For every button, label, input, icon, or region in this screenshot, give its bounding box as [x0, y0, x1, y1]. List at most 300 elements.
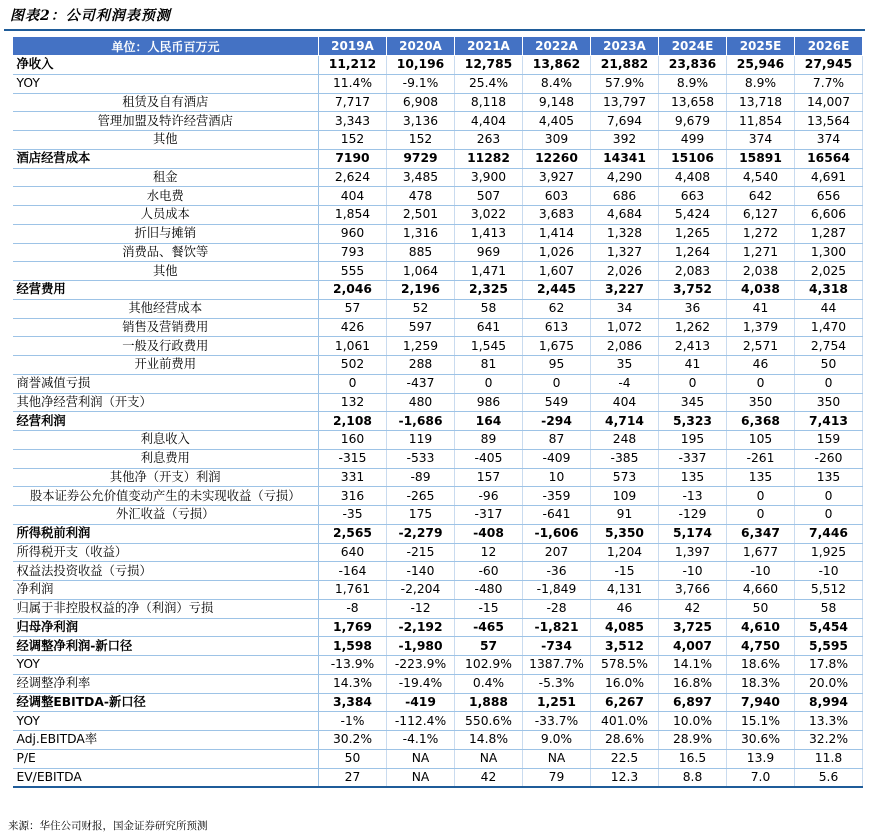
row-value: 2,754 [795, 337, 863, 356]
row-label: 经调整净利率 [13, 674, 319, 693]
row-value: 263 [455, 131, 523, 150]
row-value: 10,196 [387, 56, 455, 75]
row-value: 1,414 [523, 224, 591, 243]
row-value: 1,300 [795, 243, 863, 262]
row-value: 7,717 [319, 93, 387, 112]
row-value: 14.8% [455, 731, 523, 750]
row-value: -1,686 [387, 412, 455, 431]
row-value: 164 [455, 412, 523, 431]
row-label: 商誉减值亏损 [13, 374, 319, 393]
row-value: 480 [387, 393, 455, 412]
row-value: 135 [659, 468, 727, 487]
row-value: 1,761 [319, 581, 387, 600]
row-value: 960 [319, 224, 387, 243]
row-value: 1,272 [727, 224, 795, 243]
row-value: 13,564 [795, 112, 863, 131]
row-value: 507 [455, 187, 523, 206]
table-row [13, 374, 863, 393]
row-value: 207 [523, 543, 591, 562]
row-value: 3,725 [659, 618, 727, 637]
row-label: 水电费 [13, 187, 319, 206]
row-value: 105 [727, 431, 795, 450]
row-value: 4,038 [727, 281, 795, 300]
row-value: 13.9 [727, 749, 795, 768]
row-value: 5,595 [795, 637, 863, 656]
row-value: 89 [455, 431, 523, 450]
row-value: -10 [795, 562, 863, 581]
row-value: 2,108 [319, 412, 387, 431]
row-value: 8.9% [659, 74, 727, 93]
row-value: 1,064 [387, 262, 455, 281]
table-row [13, 749, 863, 768]
row-value: 573 [591, 468, 659, 487]
row-value: -19.4% [387, 674, 455, 693]
row-value: -260 [795, 449, 863, 468]
row-value: 5,350 [591, 524, 659, 543]
table-row [13, 93, 863, 112]
row-value: 7,694 [591, 112, 659, 131]
row-value: -1,821 [523, 618, 591, 637]
row-label: 酒店经营成本 [13, 149, 319, 168]
row-value: 6,606 [795, 206, 863, 225]
row-value: 374 [727, 131, 795, 150]
row-value: 15891 [727, 149, 795, 168]
row-value: 16.0% [591, 674, 659, 693]
row-value: 3,384 [319, 693, 387, 712]
table-row [13, 449, 863, 468]
row-value: -4 [591, 374, 659, 393]
row-value: 3,136 [387, 112, 455, 131]
row-value: -9.1% [387, 74, 455, 93]
row-label: 外汇收益（亏损） [13, 506, 319, 525]
row-value: 7190 [319, 149, 387, 168]
row-value: 10.0% [659, 712, 727, 731]
row-value: 9,148 [523, 93, 591, 112]
row-value: 1,379 [727, 318, 795, 337]
row-value: 8.8 [659, 768, 727, 787]
header-year: 2019A [319, 37, 387, 56]
row-value: 79 [523, 768, 591, 787]
row-value: 1,545 [455, 337, 523, 356]
row-value: 8.4% [523, 74, 591, 93]
header-year: 2026E [795, 37, 863, 56]
row-value: -2,192 [387, 618, 455, 637]
row-value: -385 [591, 449, 659, 468]
table-row [13, 674, 863, 693]
row-value: 157 [455, 468, 523, 487]
row-value: 25,946 [727, 56, 795, 75]
row-value: 2,083 [659, 262, 727, 281]
row-value: 10 [523, 468, 591, 487]
row-value: 0 [727, 374, 795, 393]
table-row [13, 412, 863, 431]
row-label: 租金 [13, 168, 319, 187]
header-year: 2022A [523, 37, 591, 56]
row-value: 5,424 [659, 206, 727, 225]
row-value: 6,897 [659, 693, 727, 712]
header-year: 2023A [591, 37, 659, 56]
row-value: -465 [455, 618, 523, 637]
row-label: 人员成本 [13, 206, 319, 225]
row-value: 15106 [659, 149, 727, 168]
row-value: 603 [523, 187, 591, 206]
row-value: -36 [523, 562, 591, 581]
row-value: 0 [319, 374, 387, 393]
row-value: 23,836 [659, 56, 727, 75]
row-value: 350 [727, 393, 795, 412]
header-year: 2025E [727, 37, 795, 56]
row-value: 58 [795, 599, 863, 618]
row-value: 7,940 [727, 693, 795, 712]
table-row [13, 562, 863, 581]
row-value: 1,598 [319, 637, 387, 656]
row-value: 14341 [591, 149, 659, 168]
row-value: 13,718 [727, 93, 795, 112]
row-value: 7.7% [795, 74, 863, 93]
row-value: 12.3 [591, 768, 659, 787]
row-value: 0 [795, 374, 863, 393]
row-label: 其他 [13, 131, 319, 150]
row-value: 1,204 [591, 543, 659, 562]
row-value: 4,660 [727, 581, 795, 600]
table-row [13, 618, 863, 637]
table-row [13, 56, 863, 75]
row-value: 2,026 [591, 262, 659, 281]
row-value: 1,471 [455, 262, 523, 281]
table-row [13, 262, 863, 281]
row-value: 57 [319, 299, 387, 318]
row-value: 1,265 [659, 224, 727, 243]
row-value: 14.1% [659, 656, 727, 675]
row-value: 1,327 [591, 243, 659, 262]
row-value: 3,766 [659, 581, 727, 600]
row-value: 2,445 [523, 281, 591, 300]
row-value: 13,658 [659, 93, 727, 112]
row-label: 利息收入 [13, 431, 319, 450]
row-value: -2,204 [387, 581, 455, 600]
row-label: YOY [13, 712, 319, 731]
row-value: 478 [387, 187, 455, 206]
row-value: 986 [455, 393, 523, 412]
row-value: -10 [727, 562, 795, 581]
row-value: 41 [727, 299, 795, 318]
row-value: 4,318 [795, 281, 863, 300]
row-value: 160 [319, 431, 387, 450]
row-value: 885 [387, 243, 455, 262]
row-value: 4,610 [727, 618, 795, 637]
row-value: 4,691 [795, 168, 863, 187]
table-row [13, 281, 863, 300]
row-label: 权益法投资收益（亏损） [13, 562, 319, 581]
row-value: -261 [727, 449, 795, 468]
row-value: 3,512 [591, 637, 659, 656]
row-value: -33.7% [523, 712, 591, 731]
row-value: 288 [387, 356, 455, 375]
row-value: 102.9% [455, 656, 523, 675]
row-value: 2,325 [455, 281, 523, 300]
row-value: 34 [591, 299, 659, 318]
row-value: 597 [387, 318, 455, 337]
row-value: 3,900 [455, 168, 523, 187]
row-value: 25.4% [455, 74, 523, 93]
row-value: 578.5% [591, 656, 659, 675]
table-row [13, 206, 863, 225]
row-value: 404 [591, 393, 659, 412]
row-value: 2,413 [659, 337, 727, 356]
row-value: 4,085 [591, 618, 659, 637]
row-value: -15 [455, 599, 523, 618]
row-label: P/E [13, 749, 319, 768]
row-value: 248 [591, 431, 659, 450]
row-label: 其他 [13, 262, 319, 281]
table-row [13, 131, 863, 150]
row-value: -317 [455, 506, 523, 525]
row-value: 8,118 [455, 93, 523, 112]
header-unit: 单位：人民币百万元 [13, 37, 319, 56]
row-value: -140 [387, 562, 455, 581]
row-value: -10 [659, 562, 727, 581]
table-row [13, 393, 863, 412]
row-value: 6,908 [387, 93, 455, 112]
table-row [13, 768, 863, 787]
row-label: Adj.EBITDA率 [13, 731, 319, 750]
row-value: 3,683 [523, 206, 591, 225]
row-value: 13.3% [795, 712, 863, 731]
source-note: 来源：华住公司财报，国金证券研究所预测 [8, 820, 208, 832]
row-value: -223.9% [387, 656, 455, 675]
row-label: 归属于非控股权益的净（利润）亏损 [13, 599, 319, 618]
row-value: -96 [455, 487, 523, 506]
header-year: 2021A [455, 37, 523, 56]
row-label: 经调整EBITDA-新口径 [13, 693, 319, 712]
row-value: 1,262 [659, 318, 727, 337]
row-value: 640 [319, 543, 387, 562]
row-value: 1,769 [319, 618, 387, 637]
row-value: -215 [387, 543, 455, 562]
row-value: 11.4% [319, 74, 387, 93]
row-value: 2,086 [591, 337, 659, 356]
row-value: 613 [523, 318, 591, 337]
row-value: 502 [319, 356, 387, 375]
table-row [13, 299, 863, 318]
row-value: 152 [319, 131, 387, 150]
table-row [13, 318, 863, 337]
row-value: 5,454 [795, 618, 863, 637]
row-value: 0 [659, 374, 727, 393]
row-value: NA [455, 749, 523, 768]
row-value: 350 [795, 393, 863, 412]
row-value: 87 [523, 431, 591, 450]
row-value: 550.6% [455, 712, 523, 731]
row-value: 6,127 [727, 206, 795, 225]
row-label: 净利润 [13, 581, 319, 600]
row-value: NA [387, 768, 455, 787]
row-value: 3,752 [659, 281, 727, 300]
row-value: -164 [319, 562, 387, 581]
row-value: 331 [319, 468, 387, 487]
row-value: -734 [523, 637, 591, 656]
row-value: 11,854 [727, 112, 795, 131]
row-value: 3,227 [591, 281, 659, 300]
row-value: 1,061 [319, 337, 387, 356]
row-value: 42 [659, 599, 727, 618]
row-value: 9729 [387, 149, 455, 168]
row-value: 27,945 [795, 56, 863, 75]
row-value: 32.2% [795, 731, 863, 750]
table-row [13, 506, 863, 525]
row-value: 401.0% [591, 712, 659, 731]
row-label: 消费品、餐饮等 [13, 243, 319, 262]
row-value: 159 [795, 431, 863, 450]
row-value: -2,279 [387, 524, 455, 543]
row-value: -1,980 [387, 637, 455, 656]
row-value: 4,750 [727, 637, 795, 656]
row-value: 119 [387, 431, 455, 450]
row-value: 4,007 [659, 637, 727, 656]
row-value: 109 [591, 487, 659, 506]
table-row [13, 524, 863, 543]
income-statement-table [12, 36, 863, 788]
row-value: 3,022 [455, 206, 523, 225]
row-value: 2,571 [727, 337, 795, 356]
row-value: 4,404 [455, 112, 523, 131]
row-value: -294 [523, 412, 591, 431]
row-value: 0 [727, 487, 795, 506]
row-value: 1,259 [387, 337, 455, 356]
row-value: -129 [659, 506, 727, 525]
row-value: 7,446 [795, 524, 863, 543]
row-label: 其他净（开支）利润 [13, 468, 319, 487]
row-value: 2,038 [727, 262, 795, 281]
row-value: -315 [319, 449, 387, 468]
row-value: -1,606 [523, 524, 591, 543]
row-value: 11.8 [795, 749, 863, 768]
row-value: 0 [455, 374, 523, 393]
row-value: -8 [319, 599, 387, 618]
row-value: 1,397 [659, 543, 727, 562]
row-value: 309 [523, 131, 591, 150]
row-value: 16564 [795, 149, 863, 168]
row-value: 1,854 [319, 206, 387, 225]
row-value: 16.5 [659, 749, 727, 768]
row-value: 11,212 [319, 56, 387, 75]
table-row [13, 599, 863, 618]
row-value: -112.4% [387, 712, 455, 731]
row-value: 1,470 [795, 318, 863, 337]
table-row [13, 637, 863, 656]
row-value: 9.0% [523, 731, 591, 750]
row-value: 555 [319, 262, 387, 281]
row-value: 404 [319, 187, 387, 206]
row-value: 374 [795, 131, 863, 150]
row-value: -28 [523, 599, 591, 618]
row-value: 175 [387, 506, 455, 525]
row-value: 91 [591, 506, 659, 525]
header-year: 2020A [387, 37, 455, 56]
row-value: 1,026 [523, 243, 591, 262]
row-value: 1,675 [523, 337, 591, 356]
row-value: 7,413 [795, 412, 863, 431]
row-value: 8,994 [795, 693, 863, 712]
row-value: 4,405 [523, 112, 591, 131]
row-value: 6,267 [591, 693, 659, 712]
row-value: 30.2% [319, 731, 387, 750]
row-value: -13 [659, 487, 727, 506]
row-value: 52 [387, 299, 455, 318]
row-value: 12 [455, 543, 523, 562]
table-row [13, 224, 863, 243]
row-label: YOY [13, 656, 319, 675]
row-label: 开业前费用 [13, 356, 319, 375]
row-value: 22.5 [591, 749, 659, 768]
row-value: -437 [387, 374, 455, 393]
row-value: 5,323 [659, 412, 727, 431]
row-value: -337 [659, 449, 727, 468]
row-value: 132 [319, 393, 387, 412]
row-value: 13,797 [591, 93, 659, 112]
table-row [13, 712, 863, 731]
table-row [13, 243, 863, 262]
row-value: -359 [523, 487, 591, 506]
row-value: 686 [591, 187, 659, 206]
row-value: -405 [455, 449, 523, 468]
row-value: 1,316 [387, 224, 455, 243]
header-year: 2024E [659, 37, 727, 56]
row-value: -480 [455, 581, 523, 600]
row-value: 57.9% [591, 74, 659, 93]
row-value: 28.6% [591, 731, 659, 750]
row-value: -409 [523, 449, 591, 468]
row-value: 316 [319, 487, 387, 506]
row-value: 3,485 [387, 168, 455, 187]
row-value: -533 [387, 449, 455, 468]
row-value: 1,251 [523, 693, 591, 712]
row-value: 392 [591, 131, 659, 150]
row-value: 18.3% [727, 674, 795, 693]
row-value: 15.1% [727, 712, 795, 731]
row-value: 2,025 [795, 262, 863, 281]
row-value: 663 [659, 187, 727, 206]
table-row [13, 431, 863, 450]
row-value: 1,264 [659, 243, 727, 262]
row-value: 17.8% [795, 656, 863, 675]
row-value: 5,174 [659, 524, 727, 543]
row-value: 58 [455, 299, 523, 318]
row-value: 4,408 [659, 168, 727, 187]
row-value: 46 [591, 599, 659, 618]
row-label: 经营费用 [13, 281, 319, 300]
row-value: 1,677 [727, 543, 795, 562]
row-value: 4,540 [727, 168, 795, 187]
row-value: 793 [319, 243, 387, 262]
row-value: NA [387, 749, 455, 768]
row-value: 0 [523, 374, 591, 393]
row-value: 30.6% [727, 731, 795, 750]
row-value: 1,888 [455, 693, 523, 712]
row-value: -408 [455, 524, 523, 543]
row-value: 5,512 [795, 581, 863, 600]
row-value: -35 [319, 506, 387, 525]
row-value: 6,347 [727, 524, 795, 543]
row-value: 2,565 [319, 524, 387, 543]
row-value: 969 [455, 243, 523, 262]
table-row [13, 731, 863, 750]
table-row [13, 112, 863, 131]
table-row [13, 581, 863, 600]
row-value: 50 [795, 356, 863, 375]
table-row [13, 337, 863, 356]
row-value: 81 [455, 356, 523, 375]
